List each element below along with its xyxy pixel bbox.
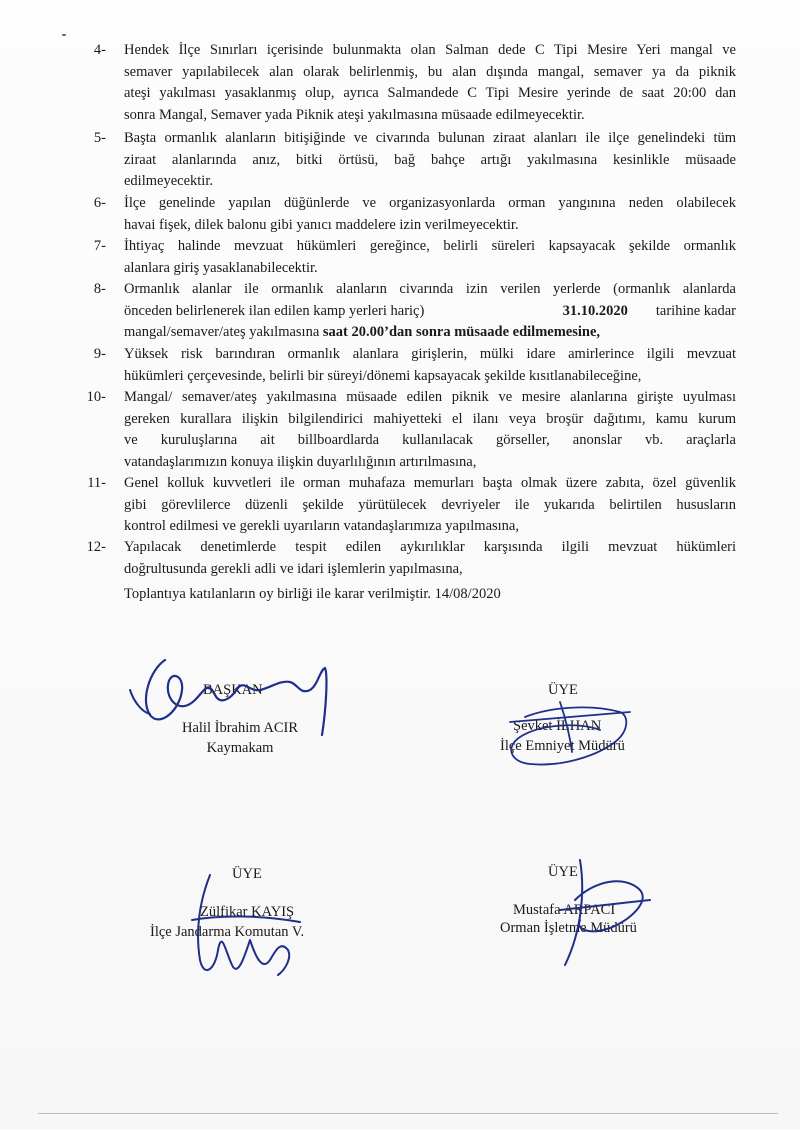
item-line: Mangal/ semaver/ateş yakılmasına müsaade edilen piknik ve mesire alanlarına girişte uyulması [124, 389, 736, 405]
signature-title-uye1: ÜYE [548, 682, 578, 698]
item-line: ateşi yakılması yasaklanmış olup, ayrıca Salmandede C Tipi Mesire yerinde de saat 20:00 dan [124, 85, 736, 101]
item-number: 5- [93, 130, 106, 146]
signature-name-baskan: Halil İbrahim ACIR [182, 720, 298, 736]
item-line: gereken kurallara ilişkin bilgilendirici mahiyetteki el ilanı veya broşür dağıtımı, kamu kurum [124, 410, 736, 427]
signature-name-uye1: Şevket İLHAN [513, 718, 602, 734]
item-line: edilmeyecektir. [124, 173, 213, 189]
signature-title-uye2: ÜYE [232, 866, 262, 882]
item-line-part: tarihine kadar [655, 302, 736, 319]
item-line: Ormanlık alanlar ile ormanlık alanların civarında izin verilen yerlerde (ormanlık alanlarda [124, 281, 736, 297]
item-number: 6- [93, 195, 106, 211]
item-line: semaver yapılabilecek alan olarak belirlenmiş, bu alan dışında mangal, semaver ya da piknik [124, 63, 736, 80]
bold-date: 31.10.2020 [562, 302, 628, 319]
item-line: havai fişek, dilek balonu gibi yanıcı maddelere izin verilmeyecektir. [124, 216, 519, 233]
signature-role-uye2: İlçe Jandarma Komutan V. [150, 924, 305, 940]
item-number: 8- [93, 281, 106, 297]
item-line: İlçe genelinde yapılan düğünlerde ve organizasyonlarda orman yangınına neden olabilecek [124, 195, 736, 211]
item-number: 4- [93, 42, 106, 58]
item-line: hükümleri çerçevesinde, belirli bir süreyi/dönemi kapsayacak şekilde kısıtlanabileceğine, [124, 367, 642, 384]
item-line: Hendek İlçe Sınırları içerisinde bulunmakta olan Salman dede C Tipi Mesire Yeri mangal ve [124, 42, 736, 58]
item-line-part: mangal/semaver/ateş yakılmasına [124, 324, 320, 340]
item-line: vatandaşlarımızın konuya ilişkin duyarlılığının artırılmasına, [124, 453, 477, 470]
signature-role-uye3: Orman İşletme Müdürü [500, 920, 637, 936]
page-bottom-edge [38, 1113, 778, 1114]
signature-title-baskan: BAŞKAN [203, 682, 263, 698]
item-number: 9- [93, 346, 106, 362]
item-line: ve kuruluşlarına ait billboardlarda kullanılacak görseller, anonslar vb. araçlarla [124, 432, 736, 448]
signature-name-uye3: Mustafa ARPACI [513, 902, 616, 918]
item-line: gibi görevlilerce düzenli şekilde yürütülecek devriyeler ile yukarıda belirtilen hususların [124, 496, 736, 513]
item-line: kontrol edilmesi ve gerekli uyarıların vatandaşlarımıza yapılmasına, [124, 518, 519, 534]
item-line: alanlara giriş yasaklanabilecektir. [124, 259, 318, 276]
signature-name-uye2: Zülfikar KAYIŞ [200, 904, 295, 920]
signature-role-baskan: Kaymakam [206, 740, 274, 756]
item-line: ziraat alanlarında anız, bitki örtüsü, bağ bahçe artığı yakılmasına kesinlikle müsaade [124, 151, 736, 168]
item-number: 7- [93, 238, 106, 254]
signature-role-uye1: İlçe Emniyet Müdürü [500, 738, 625, 754]
item-line: Yüksek risk barındıran ormanlık alanlara girişlerin, mülki idare amirlerince ilgili mevzuat [124, 346, 736, 362]
item-line: Genel kolluk kuvvetleri ile orman muhafaza memurları başta olmak üzere zabıta, özel güvenlik [124, 475, 736, 491]
item-line-mixed [124, 301, 736, 323]
item-line: Yapılacak denetimlerde tespit edilen aykırılıklar karşısında ilgili mevzuat hükümleri [124, 539, 736, 555]
item-line: sonra Mangal, Semaver yada Piknik ateşi yakılmasına müsaade edilmeyecektir. [124, 106, 585, 123]
item-line: Başta ormanlık alanların bitişiğinde ve civarında bulunan ziraat alanları ile ilçe genelindeki tüm [124, 130, 736, 146]
item-number: 12- [86, 539, 106, 555]
item-number: 11- [87, 475, 106, 491]
item-number: 10- [86, 389, 106, 405]
item-line: İhtiyaç halinde mevzuat hükümleri gereğince, belirli süreleri kapsayacak şekilde ormanlık [124, 238, 736, 254]
bold-phrase: saat 20.00’dan sonra müsaade edilmemesine, [322, 324, 601, 340]
item-line-mixed [124, 322, 736, 344]
scan-mark [62, 34, 66, 36]
item-line: doğrultusunda gerekli adli ve idari işlemlerin yapılmasına, [124, 560, 463, 577]
item-line-part: önceden belirlenerek ilan edilen kamp yerleri hariç) [124, 302, 425, 319]
signature-title-uye3: ÜYE [548, 864, 578, 880]
closing-statement: Toplantıya katılanların oy birliği ile karar verilmiştir. 14/08/2020 [124, 586, 501, 602]
